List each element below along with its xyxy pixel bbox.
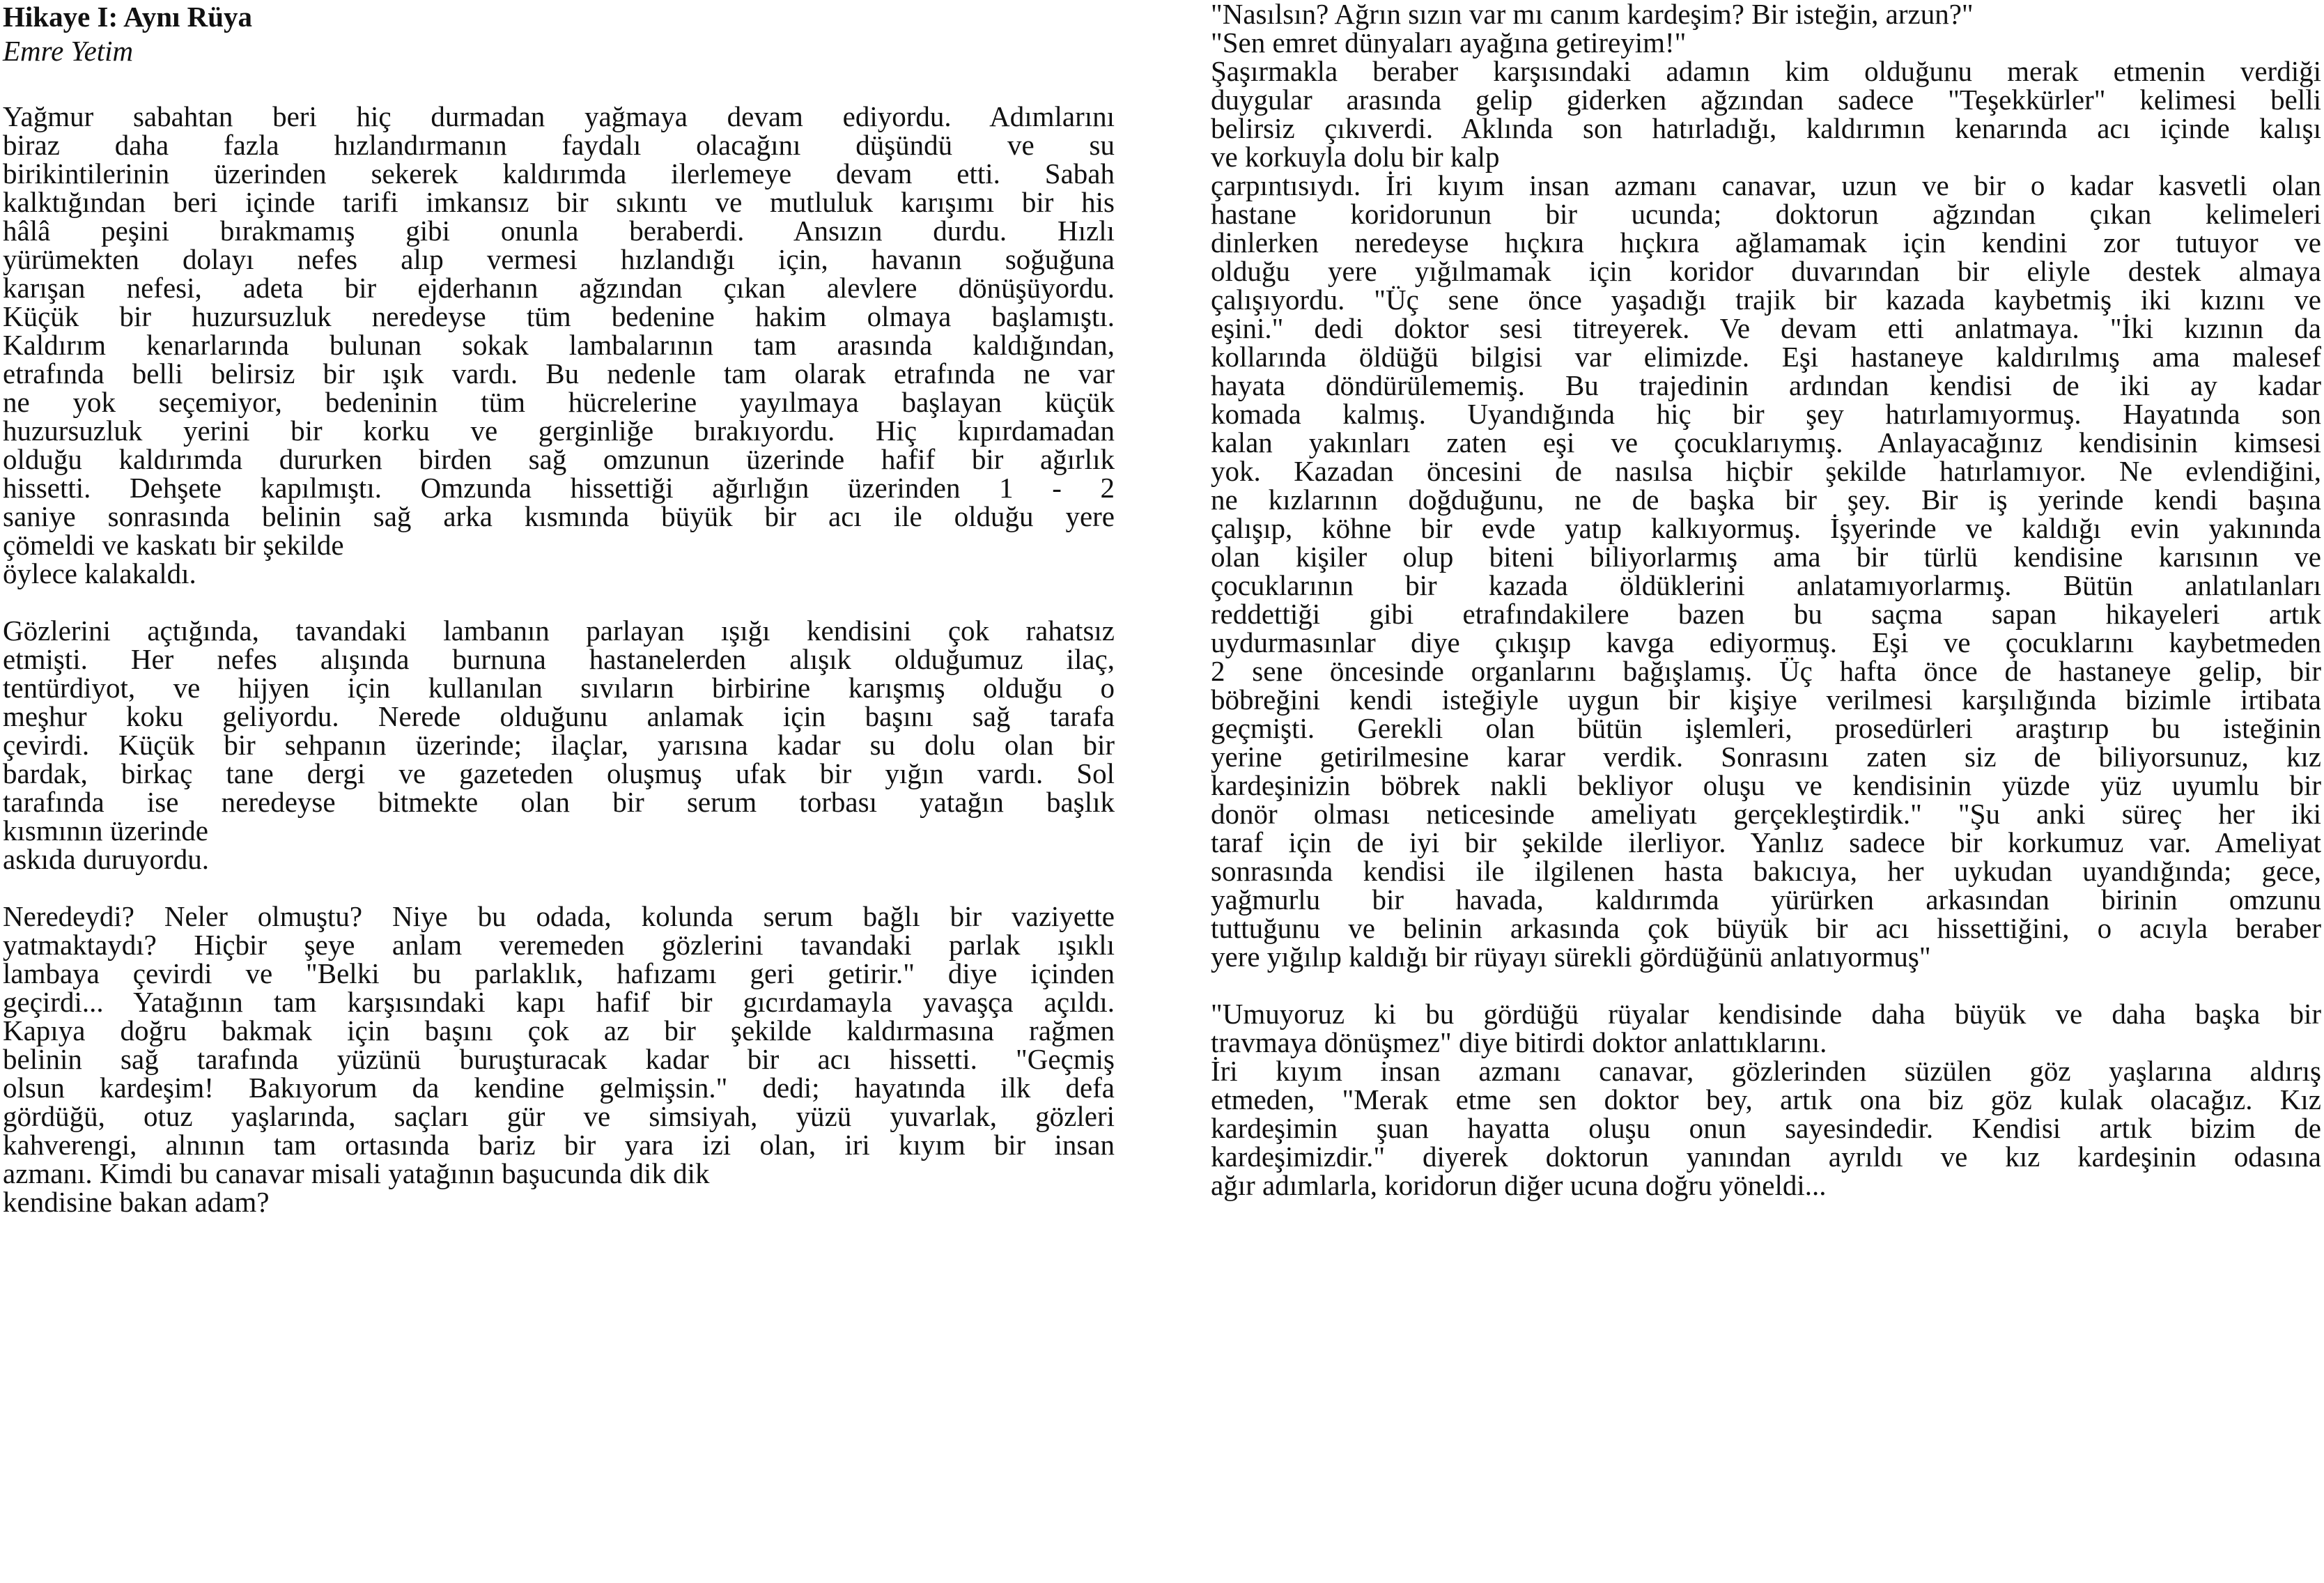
text-line: birikintilerinin üzerinden sekerek kaldırımda ilerlemeye devam etti. Sabah [3, 157, 1115, 190]
text-line: yok. Kazadan öncesini de nasılsa hiçbir şekilde hatırlamıyor. Ne evlendiğini, [1211, 455, 2321, 487]
text-line: huzursuzluk yerini bir korku ve gerginliğe bırakıyordu. Hiç kıpırdamadan [3, 415, 1115, 447]
text-line: komada kalmış. Uyandığında hiç bir şey hatırlamıyormuş. Hayatında son [1211, 398, 2321, 430]
text-line: olan kişiler olup biteni biliyorlarmış ama bir türlü kendisine karısının ve [1211, 541, 2321, 573]
text-line: etmişti. Her nefes alışında burnuna hastanelerden alışık olduğumuz ilaç, [3, 643, 1115, 675]
text-line: tarafında ise neredeyse bitmekte olan bir serum torbası yatağın başlık [3, 786, 1115, 818]
text-line: ve korkuyla dolu bir kalp [1211, 141, 1500, 173]
text-line: kahverengi, alnının tam ortasında bariz bir yara izi olan, iri kıyım bir insan [3, 1129, 1115, 1161]
text-line: kardeşimizdir." diyerek doktorun yanından ayrıldı ve kız kardeşinin odasına [1211, 1141, 2321, 1173]
text-line: yatmaktaydı? Hiçbir şeye anlam veremeden gözlerini tavandaki parlak ışıklı [3, 929, 1115, 961]
text-line: donör olması neticesinde ameliyatı gerçekleştirdik." "Şu anki süreç her iki [1211, 798, 2321, 830]
text-line: yere yığılıp kaldığı bir rüyayı sürekli gördüğünü anlatıyormuş" [1211, 941, 1931, 973]
text-line: çalışıp, köhne bir evde yatıp kalkıyormuş. İşyerinde ve kaldığı evin yakınında [1211, 512, 2321, 544]
text-line: ne kızlarının doğduğunu, ne de başka bir şey. Bir iş yerinde kendi başına [1211, 484, 2321, 516]
text-line: bardak, birkaç tane dergi ve gazeteden oluşmuş ufak bir yığın vardı. Sol [3, 757, 1115, 789]
text-line: olsun kardeşim! Bakıyorum da kendine gelmişsin." dedi; hayatında ilk defa [3, 1072, 1115, 1104]
text-line: çalışıyordu. "Üç sene önce yaşadığı trajik bir kazada kaybetmiş iki kızını ve [1211, 284, 2321, 316]
text-line: sonrasında kendisi ile ilgilenen hasta bakıcıya, her uykudan uyandığında; gece, [1211, 855, 2321, 887]
text-line: belinin sağ tarafında yüzünü buruşturacak kadar bir acı hissetti. "Geçmiş [3, 1043, 1115, 1075]
paragraph [3, 102, 1115, 588]
text-line: 2 sene öncesinde organlarını bağışlamış. Üç hafta önce de hastaneye gelip, bir [1211, 655, 2321, 687]
text-line: dinlerken neredeyse hıçkıra hıçkıra ağlamamak için kendini zor tutuyor ve [1211, 226, 2321, 258]
text-line: biraz daha fazla hızlandırmanın faydalı olacağını düşündü ve su [3, 129, 1115, 161]
text-line: eşini." dedi doktor sesi titreyerek. Ve devam etti anlatmaya. "İki kızının da [1211, 312, 2321, 344]
left-column [3, 0, 1115, 1245]
text-line: hastane koridorunun bir ucunda; doktorun ağzından çıkan kelimeleri [1211, 198, 2321, 230]
paragraph [3, 617, 1115, 874]
text-line: Kapıya doğru bakmak için başını çok az bir şekilde kaldırmasına rağmen [3, 1014, 1115, 1047]
text-line: travmaya dönüşmez" diye bitirdi doktor anlattıklarını. [1211, 1026, 1827, 1058]
text-line: böbreğini kendi isteğiyle uygun bir kişiye verilmesi karşılığında bizimle irtibata [1211, 684, 2321, 716]
text-line: öylece kalakaldı. [3, 557, 196, 589]
text-line: Gözlerini açtığında, tavandaki lambanın parlayan ışığı kendisini çok rahatsız [3, 615, 1115, 647]
text-line: çevirdi. Küçük bir sehpanın üzerinde; ilaçlar, yarısına kadar su dolu olan bir [3, 729, 1115, 761]
paragraph [1211, 0, 2321, 971]
text-line: geçmişti. Gerekli olan bütün işlemleri, prosedürleri araştırıp bu isteğinin [1211, 712, 2321, 744]
text-line: yağmurlu bir havada, kaldırımda yürürken arkasından birinin omzunu [1211, 883, 2321, 916]
text-line: kendisine bakan adam? [3, 1186, 270, 1218]
text-line: Şaşırmakla beraber karşısındaki adamın kim olduğunu merak etmenin verdiği [1211, 55, 2321, 87]
text-line: "Sen emret dünyaları ayağına getireyim!" [1211, 26, 1687, 59]
text-line: yerine getirilmesine karar verdik. Sonrasını zaten siz de biliyorsunuz, kız [1211, 741, 2321, 773]
text-line: duygular arasında gelip giderken ağzından sadece "Teşekkürler" kelimesi belli [1211, 84, 2321, 116]
text-line: lambaya çevirdi ve "Belki bu parlaklık, hafızamı geri getirir." diye içinden [3, 957, 1115, 989]
paragraph [1211, 1000, 2321, 1200]
text-line: askıda duruyordu. [3, 843, 210, 875]
paragraph [3, 902, 1115, 1217]
text-line: Neredeydi? Neler olmuştu? Niye bu odada, kolunda serum bağlı bir vaziyette [3, 900, 1115, 932]
text-line: belirsiz çıkıverdi. Aklında son hatırladığı, kaldırımın kenarında acı içinde kalışı [1211, 112, 2321, 144]
text-line: ağır adımlarla, koridorun diğer ucuna doğru yöneldi... [1211, 1169, 1827, 1201]
text-line: taraf için de iyi bir şekilde ilerliyor. Yanlız sadece bir korkumuz var. Ameliyat [1211, 826, 2321, 858]
text-line: olduğu yere yığılmamak için koridor duvarından bir eliyle destek almaya [1211, 255, 2321, 287]
story-author: Emre Yetim [3, 35, 134, 67]
text-line: İri kıyım insan azmanı canavar, gözlerinden süzülen göz yaşlarına aldırış [1211, 1055, 2321, 1087]
text-line: saniye sonrasında belinin sağ arka kısmında büyük bir acı ile olduğu yere [3, 500, 1115, 532]
text-line: kısmının üzerinde [3, 814, 208, 847]
text-line: ne yok seçemiyor, bedeninin tüm hücrelerine yayılmaya başlayan küçük [3, 386, 1115, 418]
text-line: "Umuyoruz ki bu gördüğü rüyalar kendisinde daha büyük ve daha başka bir [1211, 998, 2321, 1030]
text-line: "Nasılsın? Ağrın sızın var mı canım kardeşim? Bir isteğin, arzun?" [1211, 0, 1974, 30]
text-line: etrafında belli belirsiz bir ışık vardı. Bu nedenle tam olarak etrafında ne var [3, 357, 1115, 389]
text-line: Yağmur sabahtan beri hiç durmadan yağmaya devam ediyordu. Adımlarını [3, 100, 1115, 132]
text-line: etmeden, "Merak etme sen doktor bey, artık ona biz göz kulak olacağız. Kız [1211, 1083, 2321, 1115]
text-line: kalktığından beri içinde tarifi imkansız bir sıkıntı ve mutluluk karışımı bir his [3, 186, 1115, 218]
text-line: geçirdi... Yatağının tam karşısındaki kapı hafif bir gıcırdamayla yavaşça açıldı. [3, 986, 1115, 1018]
text-line: çocuklarının bir kazada öldüklerini anlatamıyorlarmış. Bütün anlatılanları [1211, 569, 2321, 601]
text-line: olduğu kaldırımda dururken birden sağ omzunun üzerinde hafif bir ağırlık [3, 443, 1115, 475]
text-line: Küçük bir huzursuzluk neredeyse tüm bedenine hakim olmaya başlamıştı. [3, 300, 1115, 332]
text-line: çarpıntısıydı. İri kıyım insan azmanı canavar, uzun ve bir o kadar kasvetli olan [1211, 169, 2321, 201]
text-line: gördüğü, otuz yaşlarında, saçları gür ve simsiyah, yüzü yuvarlak, gözleri [3, 1100, 1115, 1132]
text-line: hâlâ peşini bırakmamış gibi onunla beraberdi. Ansızın durdu. Hızlı [3, 215, 1115, 247]
text-line: uydurmasınlar diye çıkışıp kavga ediyormuş. Eşi ve çocuklarını kaybetmeden [1211, 626, 2321, 658]
text-line: hayata döndürülememiş. Bu trajedinin ardından kendisi de iki ay kadar [1211, 369, 2321, 401]
text-line: meşhur koku geliyordu. Nerede olduğunu anlamak için başını sağ tarafa [3, 700, 1115, 732]
text-line: hissetti. Dehşete kapılmıştı. Omzunda hissettiği ağırlığın üzerinden 1 - 2 [3, 472, 1115, 504]
text-line: Kaldırım kenarlarında bulunan sokak lambalarının tam arasında kaldığından, [3, 329, 1115, 361]
text-line: kollarında öldüğü bilgisi var elimizde. Eşi hastaneye kaldırılmış ama malesef [1211, 341, 2321, 373]
left-paragraphs [3, 102, 1115, 1217]
text-line: azmanı. Kimdi bu canavar misali yatağının başucunda dik dik [3, 1157, 710, 1189]
text-line: tuttuğunu ve belinin arkasında çok büyük bir acı hissettiğini, o acıyla beraber [1211, 912, 2321, 944]
right-paragraphs [1211, 0, 2321, 1200]
text-line: karışan nefesi, adeta bir ejderhanın ağzından çıkan alevlere dönüşüyordu. [3, 272, 1115, 304]
text-line: çömeldi ve kaskatı bir şekilde [3, 529, 344, 561]
text-line: reddettiği gibi etrafındakilere bazen bu saçma sapan hikayeleri artık [1211, 598, 2321, 630]
story-title: Hikaye I: Aynı Rüya [3, 1, 253, 33]
text-line: kalan yakınları zaten eşi ve çocuklarıymış. Anlayacağınız kendisinin kimsesi [1211, 426, 2321, 458]
text-line: yürümekten dolayı nefes alıp vermesi hızlandığı için, havanın soğuğuna [3, 243, 1115, 275]
text-line: tentürdiyot, ve hijyen için kullanılan sıvıların birbirine karışmış olduğu o [3, 672, 1115, 704]
text-line: kardeşinizin böbrek nakli bekliyor oluşu ve kendisinin yüzde yüz uyumlu bir [1211, 769, 2321, 801]
right-column [1211, 0, 2321, 1228]
text-line: kardeşimin şuan hayatta oluşu onun sayesindedir. Kendisi artık bizim de [1211, 1112, 2321, 1144]
